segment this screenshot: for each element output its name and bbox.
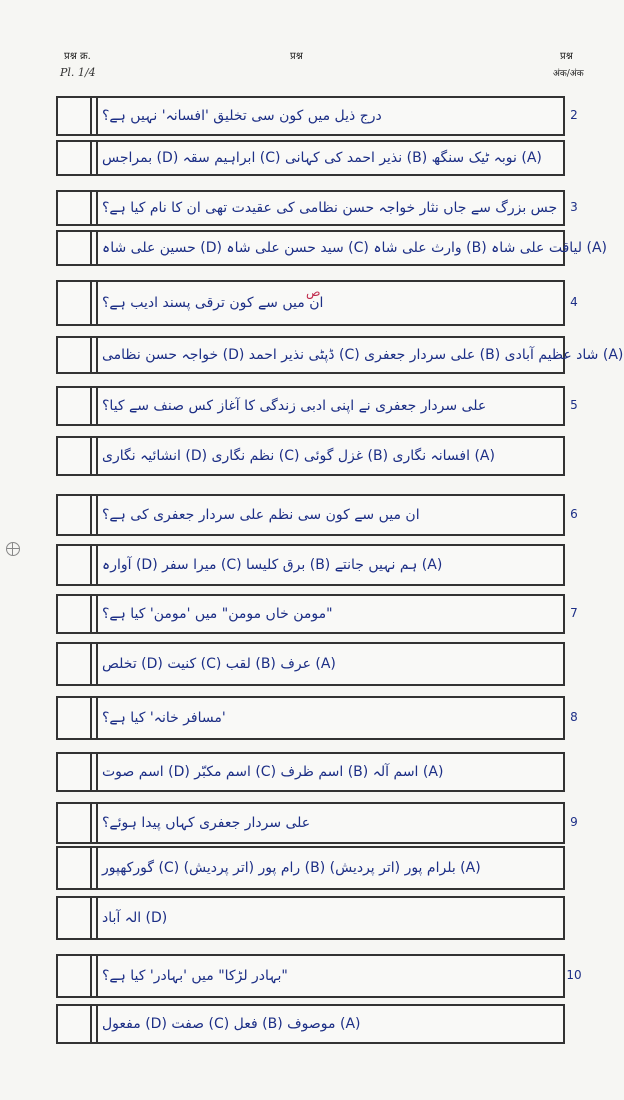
header-left-label: प्रश्न क्र. bbox=[64, 51, 91, 62]
table-row bbox=[56, 336, 624, 374]
marks-cell bbox=[58, 644, 92, 684]
table-row bbox=[56, 190, 565, 226]
table-row bbox=[56, 140, 565, 176]
marks-cell-narrow bbox=[90, 754, 98, 790]
marks-cell bbox=[58, 232, 92, 264]
table-row bbox=[56, 96, 565, 136]
row-text: (A) اسم آلہ (B) اسم ظرف (C) اسم مکبّر (D) اسم صوت bbox=[102, 764, 444, 780]
marks-cell bbox=[58, 388, 92, 424]
row-text: (A) لیاقت علی شاہ (B) وارث علی شاہ (C) سید حسن علی شاہ (D) حسین علی شاہ bbox=[102, 240, 608, 256]
marks-cell bbox=[58, 282, 92, 324]
table-row bbox=[56, 752, 565, 792]
question-number: 10 bbox=[566, 968, 582, 982]
question-number: 6 bbox=[570, 507, 578, 521]
marks-cell-narrow bbox=[90, 956, 98, 996]
row-text: (A) افسانہ نگاری (B) غزل گوئی (C) نظم نگاری (D) انشائیہ نگاری bbox=[102, 448, 495, 464]
marks-cell bbox=[58, 956, 92, 996]
row-text: (A) نوبہ ٹیک سنگھ (B) نذیر احمد کی کہانی (C) ابراہیم سقہ (D) بمراجس bbox=[102, 150, 542, 166]
table-row bbox=[56, 544, 565, 586]
marks-cell-narrow bbox=[90, 192, 98, 224]
row-text: "بہادر لڑکا" میں 'بہادر' کیا ہے؟ bbox=[102, 968, 288, 984]
marks-cell bbox=[58, 496, 92, 534]
row-text: علی سردار جعفری کہاں پیدا ہوئے؟ bbox=[102, 815, 311, 831]
margin-annotation: ص bbox=[306, 285, 321, 299]
marks-cell-narrow bbox=[90, 388, 98, 424]
question-number: 9 bbox=[570, 815, 578, 829]
marks-cell bbox=[58, 596, 92, 632]
marks-cell bbox=[58, 338, 92, 372]
row-text: علی سردار جعفری نے اپنی ادبی زندگی کا آغاز کس صنف سے کیا؟ bbox=[102, 398, 487, 414]
marks-cell bbox=[58, 898, 92, 938]
marks-cell bbox=[58, 438, 92, 474]
table-row bbox=[56, 696, 565, 740]
question-number: 8 bbox=[570, 710, 578, 724]
row-text: (A) موصوف (B) فعل (C) صفت (D) مفعول bbox=[102, 1016, 361, 1032]
header-right-sublabel: अंक/अंक bbox=[553, 69, 584, 79]
row-text: "مومن خاں مومن" میں 'مومن' کیا ہے؟ bbox=[102, 606, 333, 622]
row-text: 'مسافر خانہ' کیا ہے؟ bbox=[102, 710, 226, 726]
marks-cell bbox=[58, 698, 92, 738]
marks-cell-narrow bbox=[90, 438, 98, 474]
marks-cell-narrow bbox=[90, 98, 98, 134]
table-row bbox=[56, 386, 565, 426]
header-right-label: प्रश्न bbox=[560, 51, 573, 62]
row-text: جس بزرگ سے جاں نثار خواجہ حسن نظامی کی عقیدت تھی ان کا نام کیا ہے؟ bbox=[102, 200, 558, 216]
marks-cell-narrow bbox=[90, 338, 98, 372]
header-middle-label: प्रश्न bbox=[290, 51, 303, 62]
marks-cell-narrow bbox=[90, 546, 98, 584]
table-row bbox=[56, 846, 565, 890]
marks-cell bbox=[58, 848, 92, 888]
marks-cell-narrow bbox=[90, 698, 98, 738]
row-text: ان میں سے کون ترقی پسند ادیب ہے؟ bbox=[102, 295, 324, 311]
marks-cell bbox=[58, 754, 92, 790]
row-text: (A) ہم نہیں جانتے (B) برق کلیسا (C) میرا سفر (D) آوارہ bbox=[102, 557, 443, 573]
marks-cell bbox=[58, 804, 92, 842]
marks-cell bbox=[58, 546, 92, 584]
marks-cell bbox=[58, 142, 92, 174]
table-row bbox=[56, 1004, 565, 1044]
header-left-sublabel: Pl. 1/4 bbox=[60, 66, 96, 79]
row-text: (A) عرف (B) لقب (C) کنیت (D) تخلص bbox=[102, 656, 336, 672]
marks-cell-narrow bbox=[90, 596, 98, 632]
table-row bbox=[56, 802, 565, 844]
marks-cell-narrow bbox=[90, 496, 98, 534]
marks-cell-narrow bbox=[90, 644, 98, 684]
question-number: 5 bbox=[570, 398, 578, 412]
marks-cell-narrow bbox=[90, 848, 98, 888]
marks-cell-narrow bbox=[90, 1006, 98, 1042]
row-text: درج ذیل میں کون سی تخلیق 'افسانہ' نہیں ہے؟ bbox=[102, 108, 382, 124]
question-number: 2 bbox=[570, 108, 578, 122]
marks-cell-narrow bbox=[90, 282, 98, 324]
table-row bbox=[56, 642, 565, 686]
table-row bbox=[56, 436, 565, 476]
row-text: ان میں سے کون سی نظم علی سردار جعفری کی ہے؟ bbox=[102, 507, 420, 523]
row-text: (A) بلرام پور (اتر پردیش) (B) رام پور (اتر پردیش) (C) گورکھپور bbox=[102, 860, 481, 876]
question-number: 3 bbox=[570, 200, 578, 214]
marks-cell bbox=[58, 98, 92, 134]
question-number: 7 bbox=[570, 606, 578, 620]
table-row bbox=[56, 494, 565, 536]
row-text: (A) شاد عظیم آبادی (B) علی سردار جعفری (C) ڈپٹی نذیر احمد (D) خواجہ حسن نظامی bbox=[102, 347, 624, 363]
table-row bbox=[56, 594, 565, 634]
row-text: (D) الہ آباد bbox=[102, 910, 168, 926]
table-row bbox=[56, 954, 565, 998]
question-number: 4 bbox=[570, 295, 578, 309]
marks-cell-narrow bbox=[90, 898, 98, 938]
marks-cell-narrow bbox=[90, 804, 98, 842]
marks-cell bbox=[58, 1006, 92, 1042]
marks-cell-narrow bbox=[90, 142, 98, 174]
marks-cell-narrow bbox=[90, 232, 98, 264]
table-row bbox=[56, 896, 565, 940]
marks-cell bbox=[58, 192, 92, 224]
table-row bbox=[56, 230, 608, 266]
registration-mark-icon bbox=[6, 542, 20, 556]
